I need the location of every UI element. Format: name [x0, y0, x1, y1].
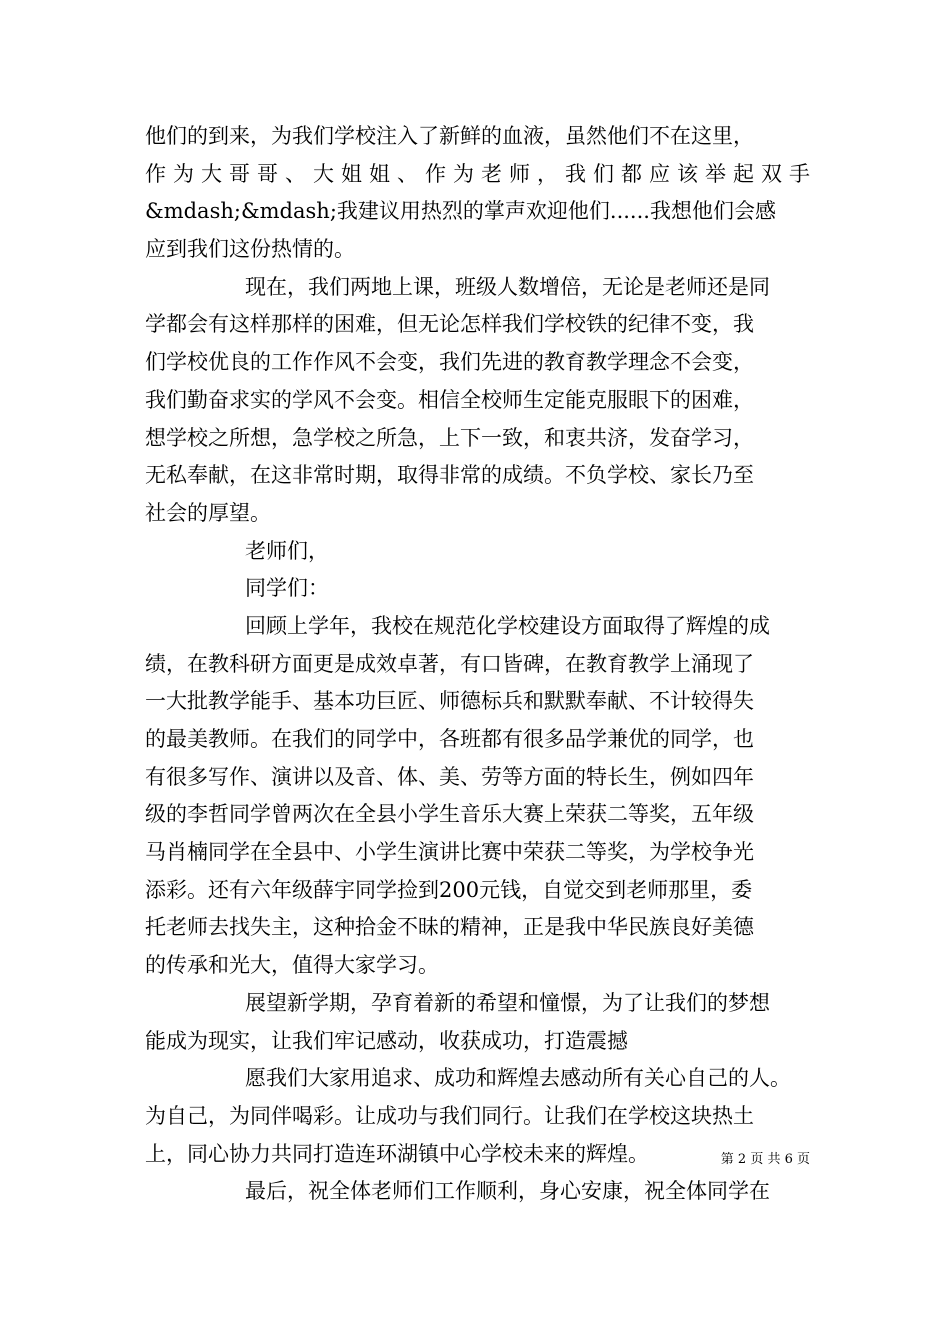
text-line: 为自己，为同伴喝彩。让成功与我们同行。让我们在学校这块热土 [145, 1103, 754, 1128]
text-line: 现在，我们两地上课，班级人数增倍，无论是老师还是同 [245, 274, 770, 299]
text-line: 的传承和光大，值得大家学习。 [145, 953, 439, 978]
text-line: 最后，祝全体老师们工作顺利，身心安康，祝全体同学在 [245, 1179, 770, 1204]
text-line: 想学校之所想，急学校之所急，上下一致，和衷共济，发奋学习， [145, 425, 754, 450]
text-line: 展望新学期，孕育着新的希望和憧憬，为了让我们的梦想 [245, 990, 770, 1015]
text-line: 添彩。还有六年级薛宇同学捡到200元钱，自觉交到老师那里，委 [145, 877, 753, 902]
text-line: 无私奉献，在这非常时期，取得非常的成绩。不负学校、家长乃至 [145, 463, 754, 488]
text-line: 老师们， [245, 538, 329, 563]
text-line: 同学们： [245, 576, 329, 601]
text-line: 学都会有这样那样的困难，但无论怎样我们学校铁的纪律不变，我 [145, 312, 754, 337]
text-line: 们学校优良的工作作风不会变，我们先进的教育教学理念不会变， [145, 350, 754, 375]
text-line: 托老师去找失主，这种拾金不昧的精神，正是我中华民族良好美德 [145, 915, 754, 940]
text-line: 的最美教师。在我们的同学中，各班都有很多品学兼优的同学，也 [145, 727, 754, 751]
text-line: 愿我们大家用追求、成功和辉煌去感动所有关心自己的人。 [245, 1066, 791, 1091]
text-line: 回顾上学年，我校在规范化学校建设方面取得了辉煌的成 [245, 613, 770, 638]
text-line: 社会的厚望。 [145, 500, 271, 525]
text-line: 有很多写作、演讲以及音、体、美、劳等方面的特长生，例如四年 [145, 764, 754, 789]
text-line: 我们勤奋求实的学风不会变。相信全校师生定能克服眼下的困难， [145, 387, 754, 412]
text-line: 级的李哲同学曾两次在全县小学生音乐大赛上荣获二等奖，五年级 [145, 802, 754, 827]
text-line: 应到我们这份热情的。 [145, 237, 355, 262]
text-line: 作为大哥哥、大姐姐、作为老师，我们都应该举起双手 [145, 161, 810, 186]
text-line: 上，同心协力共同打造连环湖镇中心学校未来的辉煌。 [145, 1141, 649, 1166]
text-line: 绩，在教科研方面更是成效卓著，有口皆碑，在教育教学上涌现了 [145, 651, 754, 676]
text-line: 一大批教学能手、基本功巨匠、师德标兵和默默奉献、不计较得失 [145, 689, 754, 714]
page-number-footer: 第 2 页 共 6 页 [720, 1152, 810, 1167]
text-line: 他们的到来，为我们学校注入了新鲜的血液，虽然他们不在这里， [145, 124, 754, 148]
document-body [145, 118, 810, 1211]
text-line: &mdash;&mdash;我建议用热烈的掌声欢迎他们......我想他们会感 [145, 199, 776, 224]
text-line: 马肖楠同学在全县中、小学生演讲比赛中荣获二等奖，为学校争光 [145, 840, 754, 865]
text-line: 能成为现实，让我们牢记感动，收获成功，打造震撼 [145, 1028, 628, 1053]
